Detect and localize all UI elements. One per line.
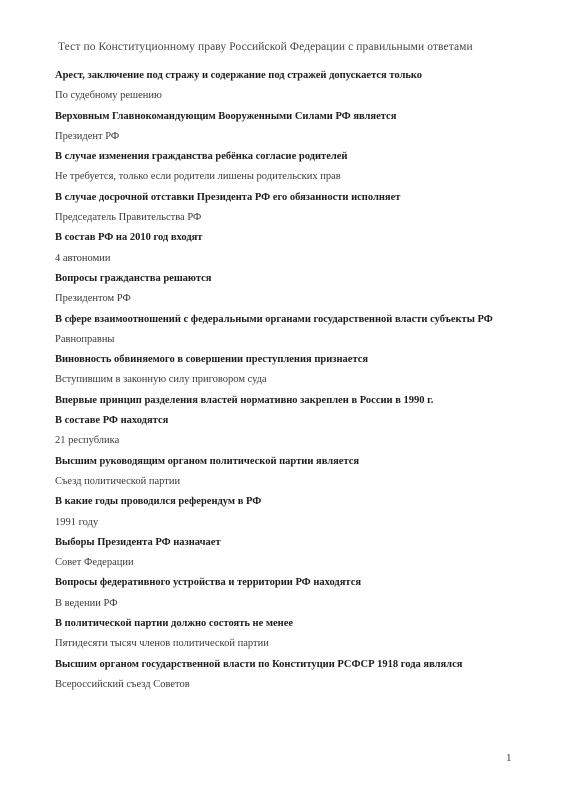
question-text: Высшим органом государственной власти по Конституции РСФСР 1918 года являлся [55, 658, 463, 670]
answer-text: Президентом РФ [55, 293, 131, 305]
qa-list [55, 66, 520, 695]
question-text: В случае досрочной отставки Президента РФ его обязанности исполняет [55, 191, 401, 203]
answer-text: 21 республика [55, 435, 120, 447]
document-title: Тест по Конституционному праву Российской Федерации с правильными ответами [58, 41, 473, 53]
answer-text: Председатель Правительства РФ [55, 212, 202, 224]
question-text: Высшим руководящим органом политической партии является [55, 455, 360, 467]
question-text: Впервые принцип разделения властей нормативно закреплен в России в 1990 г. [55, 394, 434, 406]
answer-text: Совет Федерации [55, 557, 134, 569]
answer-text: Вступившим в законную силу приговором суда [55, 374, 267, 386]
answer-text: Пятидесяти тысяч членов политической партии [55, 638, 269, 650]
question-text: Вопросы гражданства решаются [55, 272, 212, 284]
question-text: В состав РФ на 2010 год входят [55, 232, 203, 244]
question-text: В случае изменения гражданства ребёнка согласие родителей [55, 151, 348, 163]
answer-text: Всероссийский съезд Советов [55, 678, 190, 690]
answer-text: В ведении РФ [55, 597, 118, 609]
question-text: Выборы Президента РФ назначает [55, 536, 221, 548]
question-text: В сфере взаимоотношений с федеральными органами государственной власти субъекты РФ [55, 313, 493, 325]
question-text: Верховным Главнокомандующим Вооруженными Силами РФ является [55, 110, 397, 122]
question-text: В какие годы проводился референдум в РФ [55, 496, 262, 508]
question-text: Арест, заключение под стражу и содержание под стражей допускается только [55, 70, 423, 81]
question-text: В составе РФ находятся [55, 415, 169, 427]
question-text: Виновность обвиняемого в совершении преступления признается [55, 354, 369, 366]
answer-text: 1991 году [55, 516, 99, 528]
answer-text: Съезд политической партии [55, 475, 181, 487]
page-number: 1 [506, 752, 512, 764]
answer-text: 4 автономии [55, 252, 111, 264]
question-text: Вопросы федеративного устройства и территории РФ находятся [55, 577, 362, 589]
answer-text: По судебному решению [55, 90, 162, 102]
answer-text: Президент РФ [55, 130, 120, 142]
answer-text: Равноправны [55, 333, 115, 345]
answer-text: Не требуется, только если родители лишены родительских прав [55, 171, 341, 183]
question-text: В политической партии должно состоять не менее [55, 618, 294, 630]
